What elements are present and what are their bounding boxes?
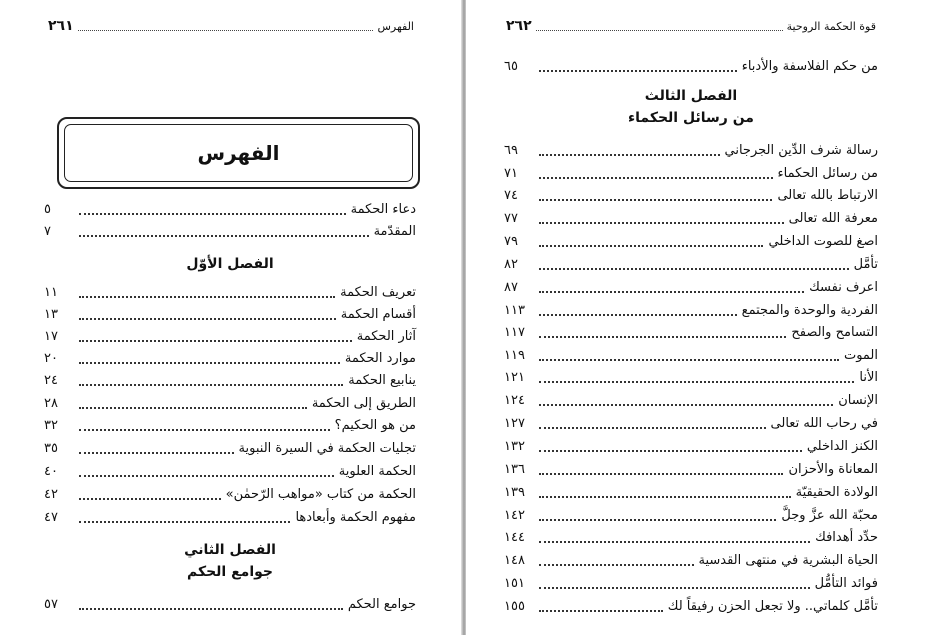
toc-entry[interactable]: من هو الحكيم؟ ٣٢: [44, 417, 416, 433]
toc-entry[interactable]: تأمَّل كلماتي.. ولا تجعل الحزن رفيقاً لك ١٥٥: [504, 598, 878, 614]
toc-entry[interactable]: المقدّمة ٧: [44, 223, 416, 239]
toc-page-number: ٣٢: [44, 417, 58, 433]
toc-page-number: ١٣٢: [504, 438, 525, 454]
toc-entry[interactable]: موارد الحكمة ٢٠: [44, 350, 416, 366]
running-header-title: الفهرس: [377, 19, 414, 33]
chapter-heading: الفصل الثالث: [644, 88, 738, 104]
toc-entry[interactable]: اعرف نفسك ٨٧: [504, 279, 878, 295]
toc-list-left: [44, 0, 416, 635]
toc-entry[interactable]: التسامح والصفح ١١٧: [504, 324, 878, 340]
toc-page-number: ٥٧: [44, 596, 58, 612]
chapter-heading: الفصل الثاني: [184, 542, 276, 558]
toc-page-number: ١٣٩: [504, 484, 525, 500]
toc-entry[interactable]: تعريف الحكمة ١١: [44, 284, 416, 300]
toc-entry[interactable]: من حكم الفلاسفة والأدباء ٦٥: [504, 58, 878, 74]
toc-page-number: ١٢٧: [504, 415, 525, 431]
toc-entry[interactable]: حدِّد أهدافك ١٤٤: [504, 529, 878, 545]
toc-entry[interactable]: رسالة شرف الدِّين الجرجاني ٦٩: [504, 142, 878, 158]
toc-entry[interactable]: الكنز الداخلي ١٣٢: [504, 438, 878, 454]
toc-entry[interactable]: الارتباط بالله تعالى ٧٤: [504, 187, 878, 203]
running-header-page-number: ٢٦٢: [506, 18, 532, 34]
left-page: [0, 0, 462, 635]
toc-entry[interactable]: في رحاب الله تعالى ١٢٧: [504, 415, 878, 431]
toc-page-number: ١٥٥: [504, 598, 525, 614]
toc-page-number: ٨٢: [504, 256, 518, 272]
toc-page-number: ٧: [44, 223, 51, 239]
toc-entry[interactable]: دعاء الحكمة ٥: [44, 201, 416, 217]
toc-entry[interactable]: الطريق إلى الحكمة ٢٨: [44, 395, 416, 411]
toc-entry[interactable]: الأنا ١٢١: [504, 369, 878, 385]
toc-page-number: ٧٩: [504, 233, 518, 249]
toc-page-number: ٤٠: [44, 463, 58, 479]
toc-entry[interactable]: الموت ١١٩: [504, 347, 878, 363]
toc-page-number: ٢٠: [44, 350, 58, 366]
toc-page-number: ٣٥: [44, 440, 58, 456]
toc-entry[interactable]: الحياة البشرية في منتهى القدسية ١٤٨: [504, 552, 878, 568]
toc-page-number: ١١٩: [504, 347, 525, 363]
toc-entry[interactable]: تأمَّل ٨٢: [504, 256, 878, 272]
toc-entry[interactable]: اصغ للصوت الداخلي ٧٩: [504, 233, 878, 249]
toc-page-number: ١٤٢: [504, 507, 525, 523]
toc-entry[interactable]: محبّة الله عزَّ وجلَّ ١٤٢: [504, 507, 878, 523]
toc-page-number: ١٥١: [504, 575, 525, 591]
toc-page-number: ١١٣: [504, 302, 525, 318]
toc-entry[interactable]: الولادة الحقيقيّة ١٣٩: [504, 484, 878, 500]
toc-entry[interactable]: جوامع الحكم ٥٧: [44, 596, 416, 612]
toc-entry[interactable]: ينابيع الحكمة ٢٤: [44, 372, 416, 388]
toc-page-number: ١١٧: [504, 324, 525, 340]
toc-page-number: ٢٨: [44, 395, 58, 411]
toc-entry[interactable]: أقسام الحكمة ١٣: [44, 306, 416, 322]
toc-entry[interactable]: الحكمة من كتاب «مواهب الرّحمٰن» ٤٢: [44, 486, 416, 502]
index-title: الفهرس: [197, 141, 280, 165]
toc-page-number: ١٢٤: [504, 392, 525, 408]
toc-page-number: ١٢١: [504, 369, 525, 385]
right-page: [466, 0, 928, 635]
running-header-title: قوة الحكمة الروحية: [786, 19, 876, 33]
toc-page-number: ٢٤: [44, 372, 58, 388]
toc-page-number: ١١: [44, 284, 58, 300]
toc-page-number: ١٣: [44, 306, 58, 322]
toc-page-number: ١٤٨: [504, 552, 525, 568]
toc-entry[interactable]: آثار الحكمة ١٧: [44, 328, 416, 344]
toc-page-number: ٧١: [504, 165, 518, 181]
chapter-subheading: من رسائل الحكماء: [628, 110, 754, 126]
toc-page-number: ١٧: [44, 328, 58, 344]
toc-page-number: ٧٧: [504, 210, 518, 226]
toc-page-number: ٥: [44, 201, 51, 217]
toc-list-right: [504, 0, 878, 635]
toc-page-number: ٦٥: [504, 58, 518, 74]
toc-page-number: ٨٧: [504, 279, 518, 295]
toc-page-number: ١٣٦: [504, 461, 525, 477]
toc-page-number: ٧٤: [504, 187, 518, 203]
toc-entry[interactable]: الفردية والوحدة والمجتمع ١١٣: [504, 302, 878, 318]
toc-entry[interactable]: المعاناة والأحزان ١٣٦: [504, 461, 878, 477]
toc-entry[interactable]: تجليات الحكمة في السيرة النبوية ٣٥: [44, 440, 416, 456]
chapter-subheading: جوامع الحكم: [186, 564, 274, 580]
running-header-page-number: ٢٦١: [48, 18, 74, 34]
toc-entry[interactable]: الحكمة العلوية ٤٠: [44, 463, 416, 479]
toc-entry[interactable]: فوائد التأمُّل ١٥١: [504, 575, 878, 591]
toc-entry[interactable]: معرفة الله تعالى ٧٧: [504, 210, 878, 226]
toc-page-number: ٤٧: [44, 509, 58, 525]
toc-entry[interactable]: الإنسان ١٢٤: [504, 392, 878, 408]
toc-page-number: ٤٢: [44, 486, 58, 502]
toc-entry[interactable]: من رسائل الحكماء ٧١: [504, 165, 878, 181]
toc-page-number: ١٤٤: [504, 529, 525, 545]
toc-entry[interactable]: مفهوم الحكمة وأبعادها ٤٧: [44, 509, 416, 525]
chapter-heading: الفصل الأوّل: [186, 256, 274, 272]
toc-page-number: ٦٩: [504, 142, 518, 158]
